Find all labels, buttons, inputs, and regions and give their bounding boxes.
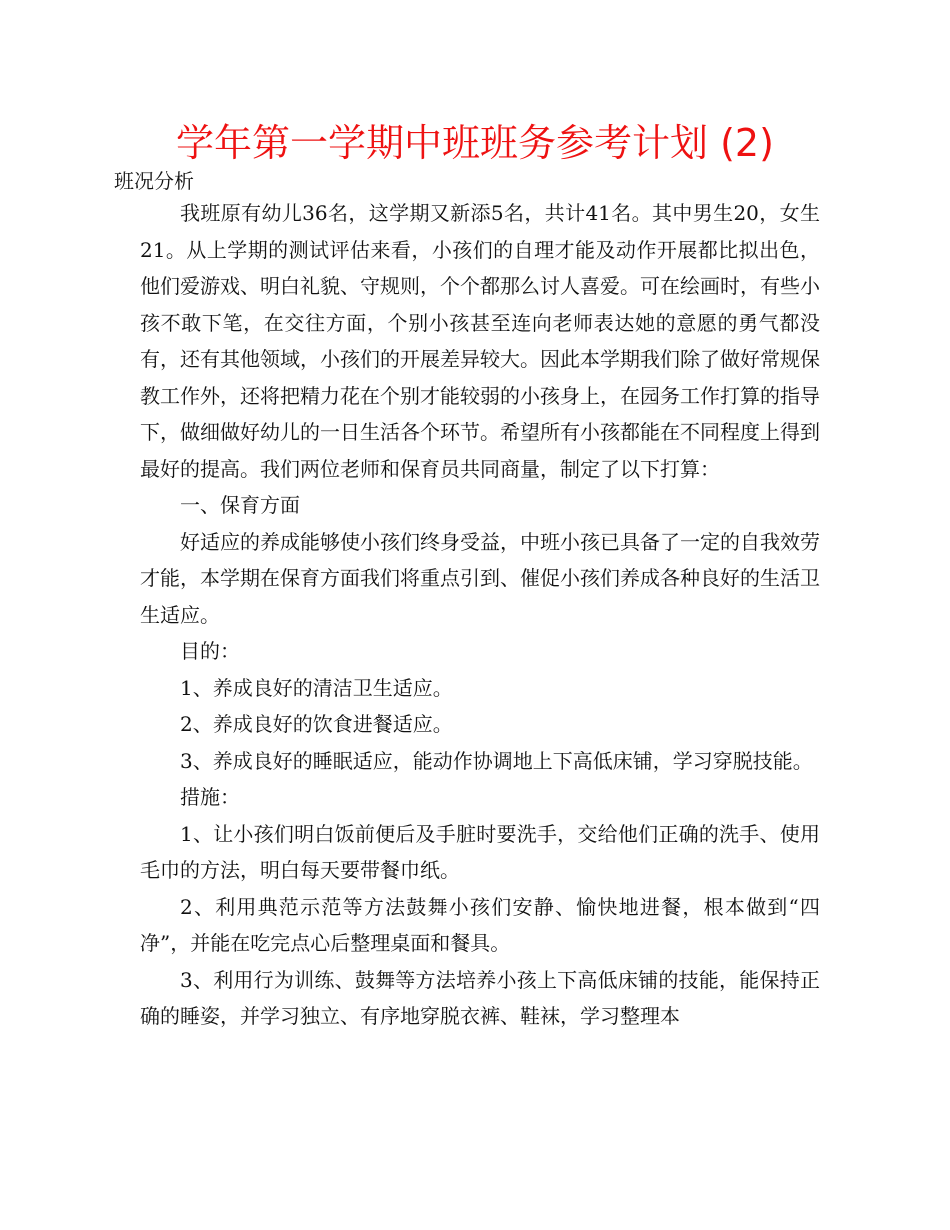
paragraph-care-intro: 好适应的养成能够使小孩们终身受益，中班小孩已具备了一定的自我效劳才能，本学期在保育方面我们将重点引到、催促小孩们养成各种良好的生活卫生适应。 [140, 529, 820, 627]
heading-measures: 措施： [180, 785, 240, 809]
paragraph-class-situation: 我班原有幼儿36名，这学期又新添5名，共计41名。其中男生20，女生21。从上学期的测试评估来看，小孩们的自理才能及动作开展都比拟出色，他们爱游戏、明白礼貌、守规则，个个都那么讨人喜爱。可在绘画时，有些小孩不敢下笔，在交往方面，个别小孩甚至连向老师表达她的意愿的勇气都没有，还有其他领域，小孩们的开展差异较大。因此本学期我们除了做好常规保教工作外，还将把精力花在个别才能较弱的小孩身上，在园务工作打算的指导下，做细做好幼儿的一日生活各个环节。希望所有小孩都能在不同程度上得到最好的提高。我们两位老师和保育员共同商量，制定了以下打算： [140, 201, 820, 481]
section-label: 班况分析 [114, 169, 194, 193]
heading-care-section: 一、保育方面 [180, 493, 300, 517]
goal-item: 1、养成良好的清洁卫生适应。 [180, 675, 453, 700]
measure-item: 3、利用行为训练、鼓舞等方法培养小孩上下高低床铺的技能，能保持正确的睡姿，并学习独立、有序地穿脱衣裤、鞋袜，学习整理本 [140, 967, 820, 1028]
goal-item: 3、养成良好的睡眠适应，能动作协调地上下高低床铺，学习穿脱技能。 [180, 748, 813, 773]
measure-item: 1、让小孩们明白饭前便后及手脏时要洗手，交给他们正确的洗手、使用毛巾的方法，明白每天要带餐巾纸。 [140, 821, 820, 882]
goal-item: 2、养成良好的饮食进餐适应。 [180, 712, 453, 736]
document-title: 学年第一学期中班班务参考计划 (2) [176, 121, 774, 165]
heading-goals: 目的： [180, 639, 240, 663]
measure-item: 2、利用典范示范等方法鼓舞小孩们安静、愉快地进餐，根本做到“四净”，并能在吃完点心后整理桌面和餐具。 [140, 894, 820, 955]
document-body [114, 168, 820, 1035]
